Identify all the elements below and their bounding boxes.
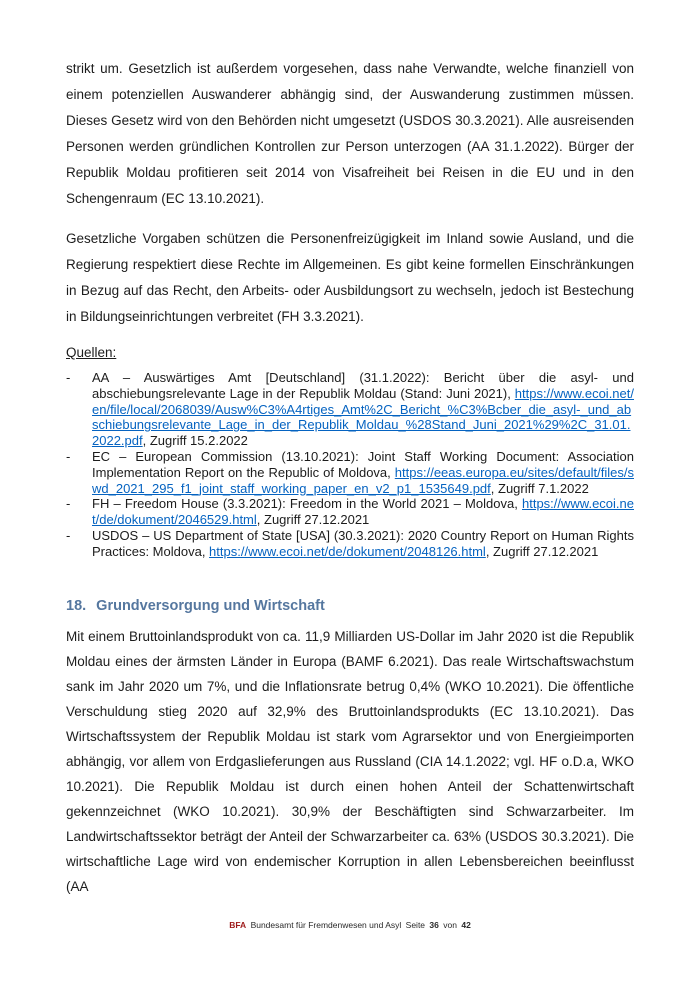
- source-item-usdos: [66, 528, 634, 560]
- paragraph-exit-regulations: strikt um. Gesetzlich ist außerdem vorgesehen, dass nahe Verwandte, welche finanziell von einem potenziellen Auswanderer abhängig sind, der Auswanderung zustimmen müssen. Dieses Gesetz wird von den Behörden nicht umgesetzt (USDOS 30.3.2021). Alle ausreisenden Personen werden gründlichen Kontrollen zur Person unterzogen (AA 31.1.2022). Bürger der Republik Moldau profitieren seit 2014 von Visafreiheit bei Reisen in die EU und in den Schengenraum (EC 13.10.2021).: [66, 61, 634, 206]
- source-access-date: , Zugriff 27.12.2021: [256, 512, 370, 528]
- source-citation: FH – Freedom House (3.3.2021): Freedom in the World 2021 – Moldova,: [92, 496, 522, 512]
- sources-list: [66, 370, 634, 560]
- list-bullet: -: [66, 496, 71, 512]
- source-citation: USDOS – US Department of State [USA] (30.3.2021): 2020 Country Report on Human Rights Practices: Moldova,: [92, 527, 634, 559]
- footer-org-name: Bundesamt für Fremdenwesen und Asyl: [250, 920, 402, 930]
- paragraph-economy: Mit einem Bruttoinlandsprodukt von ca. 11,9 Milliarden US-Dollar im Jahr 2020 ist die Republik Moldau eines der ärmsten Länder in Europa (BAMF 6.2021). Das reale Wirtschaftswachstum sank im Jahr 2020 um 7%, und die Inflationsrate betrug 0,4% (WKO 10.2021). Die öffentliche Verschuldung stieg 2020 auf 32,9% des Bruttoinlandsprodukts (EC 13.10.2021). Das Wirtschaftssystem der Republik Moldau ist stark vom Agrarsektor und von Energieimporten abhängig, vor allem von Erdgaslieferungen aus Russland (CIA 14.1.2022; vgl. HF o.D.a, WKO 10.2021). Die Republik Moldau ist durch einen hohen Anteil der Schattenwirtschaft gekennzeichnet (WKO 10.2021). 30,9% der Beschäftigten sind Schwarzarbeiter. Im Landwirtschaftssektor beträgt der Anteil der Schwarzarbeiter ca. 63% (USDOS 30.3.2021). Die wirtschaftliche Lage wird von endemischer Korruption in allen Lebensbereichen beeinflusst (AA: [66, 628, 634, 894]
- section-number: 18.: [66, 597, 87, 614]
- source-text: [92, 449, 634, 496]
- source-item-aa: [66, 370, 634, 449]
- source-citation: AA – Auswärtiges Amt [Deutschland] (31.1.2022): Bericht über die asyl- und abschiebungsrelevante Lage in der Republik Moldau (Stand: Juni 2021),: [92, 370, 634, 401]
- source-item-ec: [66, 449, 634, 496]
- sources-heading: Quellen:: [66, 345, 117, 360]
- source-text: [92, 528, 634, 560]
- page-footer: [0, 920, 700, 931]
- paragraph-freedom-of-movement: Gesetzliche Vorgaben schützen die Personenfreizügigkeit im Inland sowie Ausland, und die Regierung respektiert diese Rechte im Allgemeinen. Es gibt keine formellen Einschränkungen in Bezug auf das Recht, den Arbeits- oder Ausbildungsort zu wechseln, jedoch ist Bestechung in Bildungseinrichtungen verbreitet (FH 3.3.2021).: [66, 231, 634, 324]
- source-link-ec[interactable]: https://eeas.europa.eu/sites/default/files/swd_2021_295_f1_joint_staff_working_paper_en_v2_p1_1535649.pdf: [92, 464, 634, 496]
- source-access-date: , Zugriff 7.1.2022: [490, 480, 589, 496]
- footer-page-current: 36: [429, 920, 439, 930]
- source-link-fh[interactable]: https://www.ecoi.net/de/dokument/2046529.html: [92, 496, 634, 528]
- list-bullet: -: [66, 370, 71, 385]
- section-heading: [66, 596, 634, 616]
- source-access-date: , Zugriff 27.12.2021: [485, 543, 599, 559]
- list-bullet: -: [66, 527, 71, 543]
- source-link-usdos[interactable]: https://www.ecoi.net/de/dokument/2048126.html: [209, 543, 486, 559]
- footer-page-separator: von: [443, 920, 457, 930]
- source-access-date: , Zugriff 15.2.2022: [142, 433, 248, 449]
- source-citation: EC – European Commission (13.10.2021): Joint Staff Working Document: Association Implementation Report on the Republic of Moldova,: [92, 448, 634, 480]
- source-text: [92, 370, 634, 449]
- section-title: Grundversorgung und Wirtschaft: [96, 597, 325, 614]
- footer-page-total: 42: [461, 920, 471, 930]
- source-item-fh: [66, 496, 634, 528]
- source-link-aa[interactable]: https://www.ecoi.net/en/file/local/2068039/Ausw%C3%A4rtiges_Amt%2C_Bericht_%C3%Bcber_die_asyl-_und_abschiebungsrelevante_Lage_in_der_Republik_Moldau_%28Stand_Juni_2021%29%2C_31.01.2022.pdf: [92, 385, 634, 449]
- source-text: [92, 496, 634, 528]
- list-bullet: -: [66, 448, 71, 464]
- bfa-logo-text: BFA: [229, 920, 247, 930]
- footer-page-label: Seite: [405, 920, 426, 930]
